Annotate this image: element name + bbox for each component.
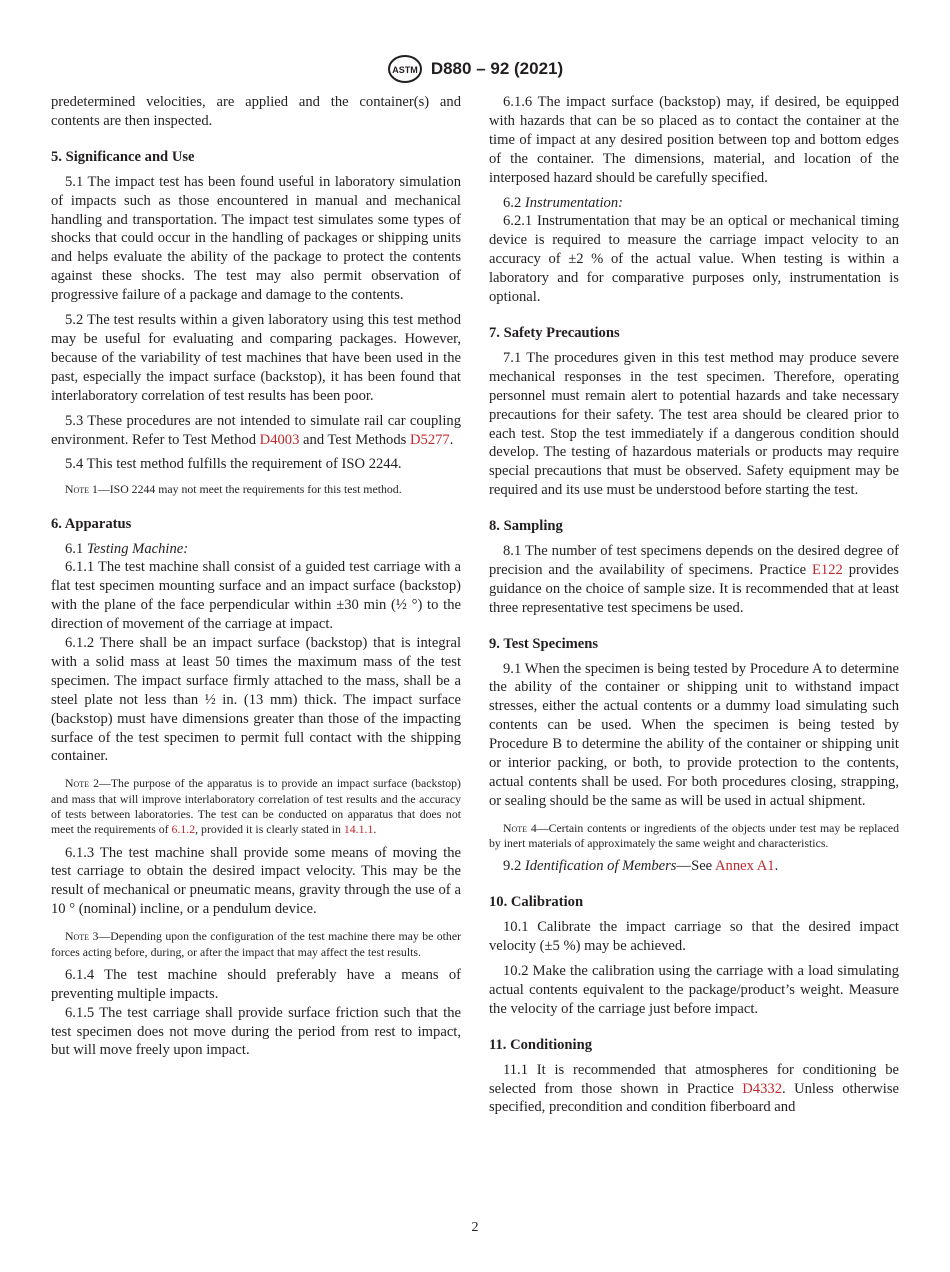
section-6-heading: 6. Apparatus bbox=[51, 515, 132, 532]
link-d4332[interactable]: D4332 bbox=[742, 1080, 782, 1097]
paragraph-6-1-2: 6.1.2 There shall be an impact surface (backstop) that is integral with a solid mass at least 50 times the maximum mass of the test specimen. The impact surface firmly attached to the mass, shall be a steel plate not less than ½ in. (13 mm) thick. The impact surface (backstop) must have dimensions greater than those of the impacting surface of the test specimen to permit full contact with the shipping container. bbox=[51, 635, 461, 765]
paragraph-11-1: 11.1 It is recommended that atmospheres for conditioning be selected from those shown in Practice D4332. Unless otherwise specified, precondition and condition fiberboard and bbox=[489, 1061, 899, 1116]
right-column bbox=[489, 93, 899, 1117]
paragraph-6-1-4: 6.1.4 The test machine should preferably have a means of preventing multiple impacts. bbox=[51, 966, 461, 1002]
document-designation: D880 – 92 (2021) bbox=[430, 59, 564, 78]
logo-text: ASTM bbox=[392, 65, 418, 75]
paragraph-5-2: 5.2 The test results within a given laboratory using this test method may be useful for evaluating and comparing packages. However, because of the variability of test machines that have been used in the past, especially the impact surface (backstop), it has been found that interlaboratory correlation of test results has been poor. bbox=[51, 312, 461, 404]
paragraph-10-2: 10.2 Make the calibration using the carriage with a load simulating actual contents equivalent to the package/product’s weight. Measure the velocity of the carriage just before impact. bbox=[489, 963, 899, 1017]
paragraph-5-4: 5.4 This test method fulfills the requirement of ISO 2244. bbox=[65, 456, 402, 473]
note-1: Note 1—ISO 2244 may not meet the requirements for this test method. bbox=[65, 482, 402, 497]
link-e122[interactable]: E122 bbox=[812, 561, 843, 578]
paragraph-6-1-1: 6.1.1 The test machine shall consist of a guided test carriage with a flat test specimen mounting surface and an impact surface (backstop) with the plane of the face perpendicular within ±30 min (½ °) to the direction of movement of the carriage at impact. bbox=[51, 559, 461, 633]
left-column bbox=[51, 93, 461, 1060]
note-3: Note 3—Depending upon the configuration of the test machine there may be other forces acting before, during, or after the impact that may affect the test results. bbox=[51, 929, 461, 959]
section-5-heading: 5. Significance and Use bbox=[51, 148, 195, 165]
paragraph-8-1: 8.1 The number of test specimens depends on the desired degree of precision and the availability of specimens. Practice E122 provides guidance on the choice of sample size. It is recommended that at least three representative test specimens be used. bbox=[489, 543, 899, 616]
note-4: Note 4—Certain contents or ingredients of the objects under test may be replaced by inert materials of approximately the same weight and characteristics. bbox=[489, 820, 899, 851]
page-number: 2 bbox=[471, 1220, 479, 1235]
link-d4003[interactable]: D4003 bbox=[259, 431, 300, 448]
link-14-1-1[interactable]: 14.1.1 bbox=[343, 822, 374, 837]
paragraph-6-2: 6.2 Instrumentation: bbox=[503, 194, 623, 211]
paragraph-6-1-6: 6.1.6 The impact surface (backstop) may, if desired, be equipped with hazards that can be so placed as to contact the container at the time of impact at any desired position between top and bottom edges of the container. The dimensions, material, and location of the interposed hazard should be carefully specified. bbox=[489, 94, 899, 186]
link-6-1-2[interactable]: 6.1.2 bbox=[171, 822, 196, 837]
link-d5277[interactable]: D5277 bbox=[409, 431, 450, 448]
section-10-heading: 10. Calibration bbox=[489, 894, 584, 911]
paragraph-6-1-3: 6.1.3 The test machine shall provide some means of moving the test carriage to obtain the desired impact velocity. This may be the result of mechanical or pneumatic means, gravity through the use of a 10 ° (nominal) incline, or a pendulum device. bbox=[51, 844, 461, 918]
paragraph-continuation: predetermined velocities, are applied and the container(s) and contents are then inspected. bbox=[51, 94, 461, 129]
paragraph-6-2-1: 6.2.1 Instrumentation that may be an optical or mechanical timing device is required to measure the carriage impact velocity to an accuracy of ±2 % of the actual value. When testing is within a laboratory and for comparative purposes only, instrumentation is optional. bbox=[489, 213, 899, 306]
section-7-heading: 7. Safety Precautions bbox=[489, 324, 620, 341]
paragraph-10-1: 10.1 Calibrate the impact carriage so that the desired impact velocity (±5 %) may be achieved. bbox=[489, 919, 899, 955]
paragraph-5-1: 5.1 The impact test has been found useful in laboratory simulation of impacts such as those encountered in manual and mechanical handling and transportation. The impact test simulates some types of shocks that could occur in the handling of packages or shipping units and helps evaluate the ability of the package to protect the contents against these shocks. The test may also permit observation of progressive failure of a package and damage to the contents. bbox=[51, 173, 461, 304]
note-2: Note 2—The purpose of the apparatus is to provide an impact surface (backstop) and mass that will improve interlaboratory correlation of test results and the accuracy of tests between laboratories. The test can be conducted on apparatus that does not meet the requirements of 6.1.2, provided it is clearly stated in 14.1.1. bbox=[51, 776, 461, 837]
section-8-heading: 8. Sampling bbox=[489, 518, 563, 535]
page-header bbox=[0, 54, 950, 84]
section-9-heading: 9. Test Specimens bbox=[489, 635, 599, 652]
section-11-heading: 11. Conditioning bbox=[489, 1036, 593, 1053]
paragraph-6-1: 6.1 Testing Machine: bbox=[65, 540, 189, 557]
link-annex-a1[interactable]: Annex A1 bbox=[715, 858, 775, 875]
paragraph-6-1-5: 6.1.5 The test carriage shall provide surface friction such that the test specimen does not move during the period from rest to impact, but will move freely upon impact. bbox=[51, 1004, 461, 1059]
paragraph-7-1: 7.1 The procedures given in this test method may produce severe mechanical responses in the test specimen. Therefore, operating personnel must remain alert to potential hazards and take necessary precautions for their safety. The test area should be cleared prior to each test. Stop the test immediately if a dangerous condition should develop. The testing of hazardous materials or products may require special precautions that must be observed. Safety equipment may be required and its use must be understood before starting the test. bbox=[489, 349, 899, 499]
paragraph-5-3: 5.3 These procedures are not intended to simulate rail car coupling environment. Refer to Test Method D4003 and Test Methods D5277. bbox=[51, 412, 461, 448]
astm-logo-icon bbox=[387, 54, 423, 84]
paragraph-9-2: 9.2 Identification of Members—See Annex A1. bbox=[503, 858, 779, 875]
paragraph-9-1: 9.1 When the specimen is being tested by Procedure A to determine the ability of the container or shipping unit to withstand impact stresses, either the actual contents or a dummy load simulating such contents can be used. When the specimen is being tested by Procedure B to determine the ability of the container or shipping unit or interior packing, or both, to provide protection to the contents, actual contents shall be used. For both procedures closing, strapping, or sealing should be the same as will be used in actual shipment. bbox=[489, 660, 899, 809]
